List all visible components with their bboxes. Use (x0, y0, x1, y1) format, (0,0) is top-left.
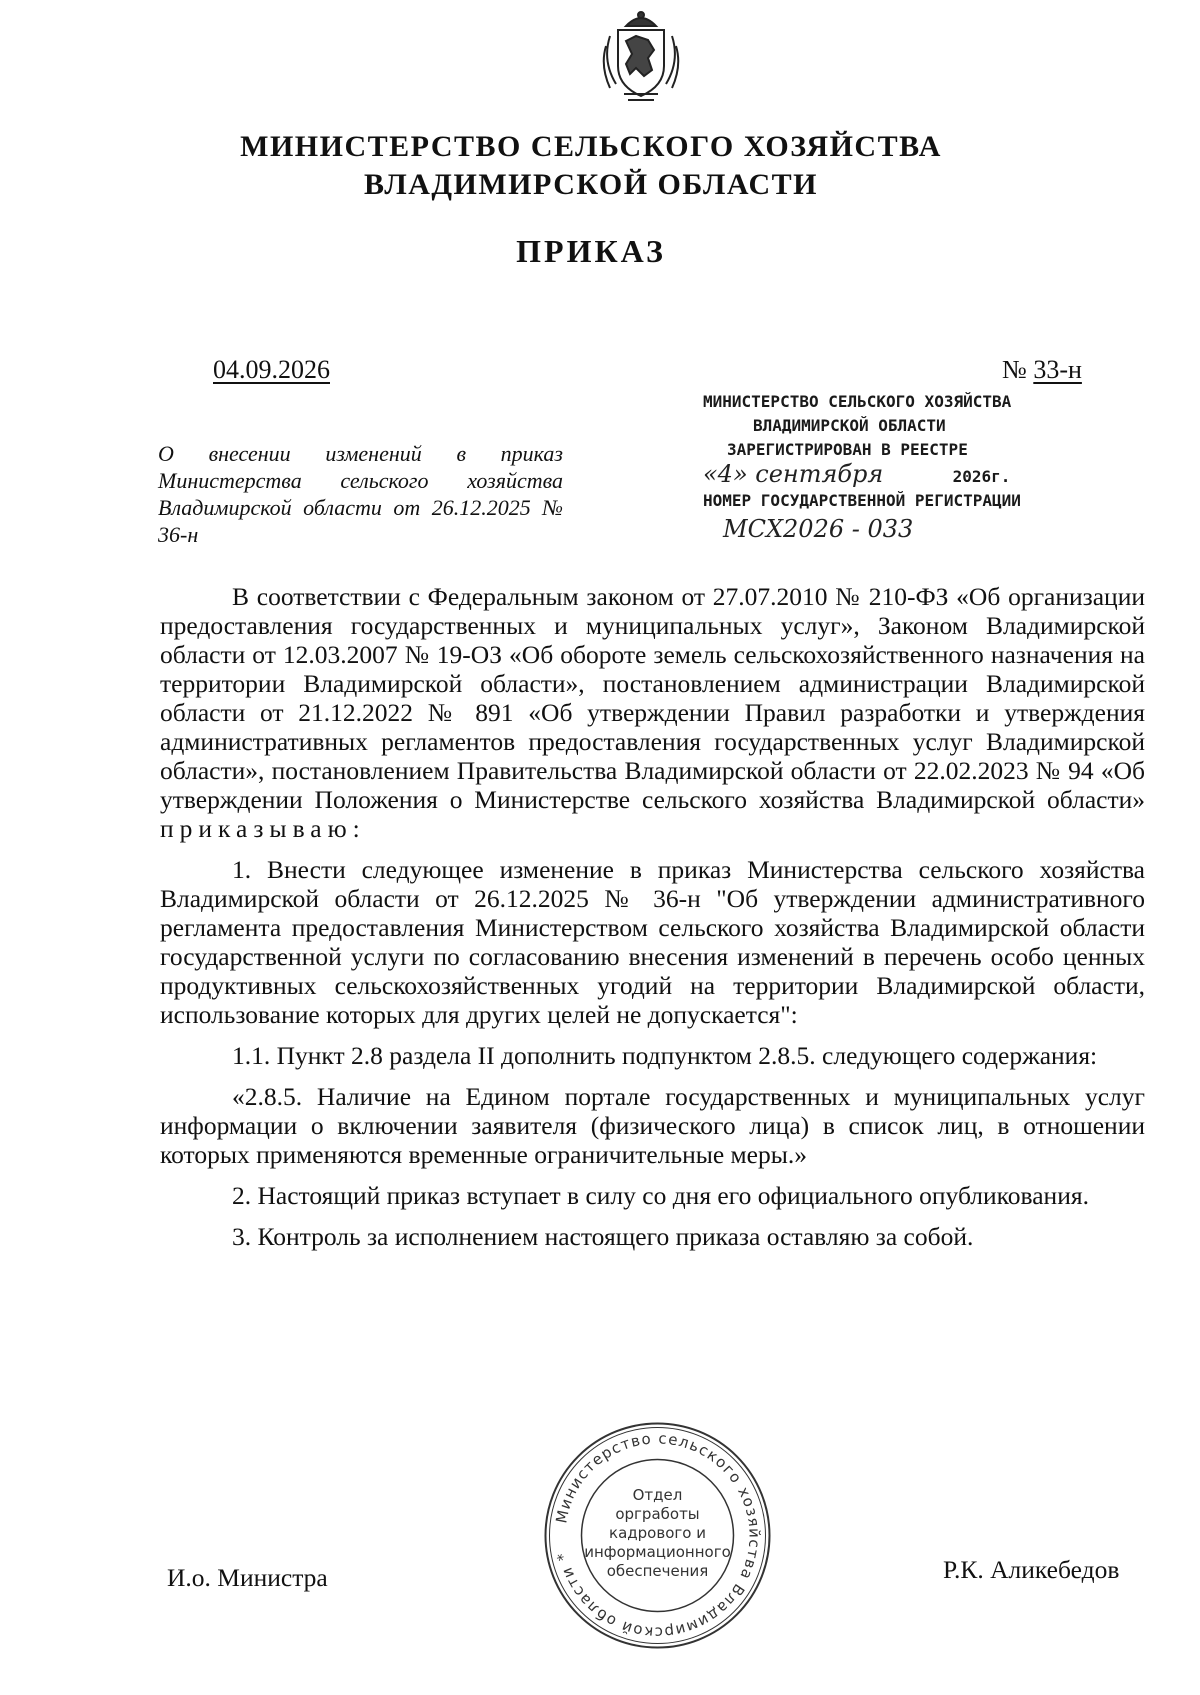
stamp-reg-day: «4» сентября (703, 460, 884, 488)
preamble-text: В соответствии с Федеральным законом от 27.07.2010 № 210-ФЗ «Об организации предоставления государственных и муниципальных услуг», Законом Владимирской области от 12.03.2007 № 19-ОЗ «Об обороте земель сельскохозяйственного назначения на территории Владимирской области», постановлением администрации Владимирской области от 21.12.2022 № 891 «Об утверждении Правил разработки и утверждения административных регламентов предоставления государственных услуг Владимирской области», постановлением Правительства Владимирской области от 22.02.2023 № 94 «Об утверждении Положения о Министерстве сельского хозяйства Владимирской области» (160, 582, 1145, 814)
seal-center-line2: оргработы (615, 1505, 700, 1523)
seal-center-line4: информационного (584, 1543, 731, 1561)
ministry-name-line2: ВЛАДИМИРСКОЙ ОБЛАСТИ (364, 168, 818, 201)
document-type: ПРИКАЗ (516, 233, 666, 269)
item-1: 1. Внести следующее изменение в приказ Министерства сельского хозяйства Владимирской области от 26.12.2025 № 36-н "Об утверждении административного регламента предоставления Министерством сельского хозяйства Владимирской области государственной услуги по согласованию внесения изменений в перечень особо ценных продуктивных сельскохозяйственных угодий на территории Владимирской области, использование которых для других целей не допускается": (160, 855, 1145, 1029)
document-subject: О внесении изменений в приказ Министерства сельского хозяйства Владимирской области от 26.12.2025 № 36-н (158, 441, 563, 547)
registration-stamp (703, 390, 1063, 544)
stamp-line5: НОМЕР ГОСУДАРСТВЕННОЙ РЕГИСТРАЦИИ (703, 491, 1021, 510)
preamble-paragraph (160, 582, 1145, 843)
coat-of-arms-icon (596, 6, 686, 106)
item-1-1: 1.1. Пункт 2.8 раздела II дополнить подпунктом 2.8.5. следующего содержания: (232, 1041, 1098, 1070)
quoted-amendment: «2.8.5. Наличие на Едином портале государственных и муниципальных услуг информации о включении заявителя (физического лица) в список лиц, в отношении которых применяются временные ограничительные меры.» (160, 1082, 1145, 1169)
stamp-line1: МИНИСТЕРСТВО СЕЛЬСКОГО ХОЗЯЙСТВА (703, 392, 1012, 411)
stamp-line3: ЗАРЕГИСТРИРОВАН В РЕЕСТРЕ (727, 440, 968, 459)
item-3: 3. Контроль за исполнением настоящего приказа оставляю за собой. (232, 1222, 974, 1251)
seal-center-line5: обеспечения (606, 1562, 709, 1580)
item-2: 2. Настоящий приказ вступает в силу со дня его официального опубликования. (232, 1181, 1089, 1210)
seal-center-line1: Отдел (632, 1486, 683, 1504)
stamp-reg-date (703, 462, 1063, 489)
stamp-reg-number-row (703, 517, 1063, 544)
document-number (1002, 355, 1082, 385)
seal-center-line3: кадрового и (609, 1524, 706, 1542)
order-word: приказываю: (160, 814, 366, 843)
signer-name: Р.К. Аликебедов (943, 1555, 1120, 1584)
document-date: 04.09.2026 (213, 355, 330, 384)
department-seal (540, 1418, 775, 1653)
stamp-reg-number: МСХ2026 - 033 (723, 515, 914, 543)
number-value: 33-н (1033, 355, 1082, 384)
stamp-reg-year: 2026г. (952, 467, 1011, 486)
number-prefix: № (1002, 355, 1027, 384)
document-body (160, 582, 1145, 1251)
ministry-name-line1: МИНИСТЕРСТВО СЕЛЬСКОГО ХОЗЯЙСТВА (240, 130, 942, 163)
signer-title: И.о. Министра (167, 1563, 328, 1592)
stamp-line2: ВЛАДИМИРСКОЙ ОБЛАСТИ (753, 416, 946, 435)
seal-ring-text: Министерство сельского хозяйства Владимирской области * (552, 1429, 764, 1642)
ministry-name (0, 128, 1182, 204)
